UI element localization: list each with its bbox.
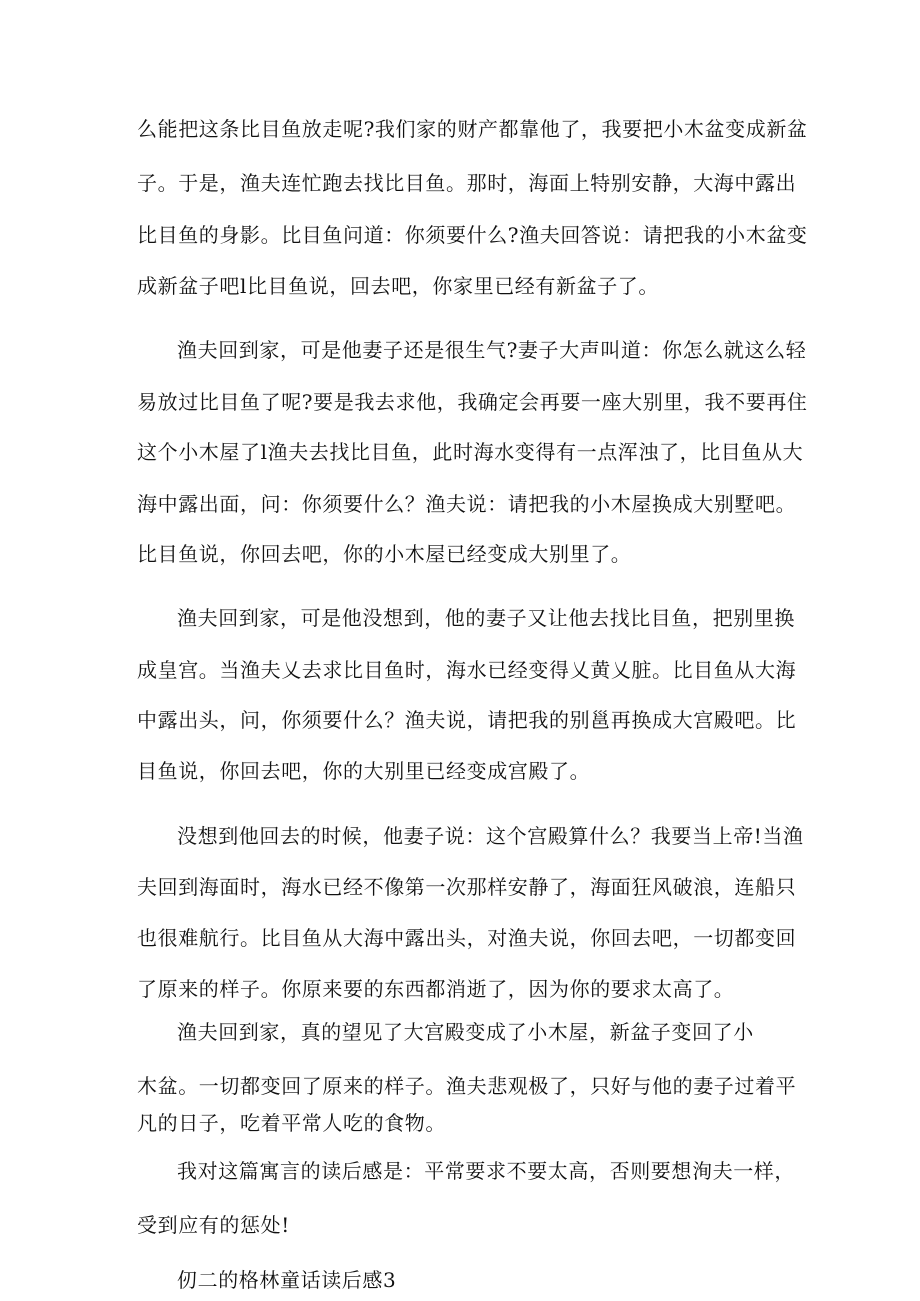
paragraph-first-line: 渔夫回到家，可是他没想到，他的妻子又让他去找比目鱼，把别里换 <box>177 606 795 630</box>
paragraph-first-line: 我对这篇寓言的读后感是：平常要求不要太高，否则要想洵夫一样， <box>177 1159 795 1183</box>
text-line: 目鱼说，你回去吧，你的大别里已经变成宫殿了。 <box>137 759 591 783</box>
text-line: 海中露出面，问：你须要什么？渔夫说：请把我的小木屋换成大别墅吧。 <box>137 492 797 516</box>
text-line: 易放过比目鱼了呢?要是我去求他，我确定会再要一座大别里，我不要再住 <box>137 390 808 414</box>
text-line: 成皇宫。当渔夫乂去求比目鱼时，海水已经变得乂黄乂脏。比目鱼从大海 <box>137 658 797 682</box>
text-line: 成新盆子吧l比目鱼说，回去吧，你家里已经有新盆子了。 <box>137 274 659 298</box>
text-line: 夫回到海面时，海水已经不像第一次那样安静了，海面狂风破浪，连船只 <box>137 875 797 899</box>
text-line: 也很难航行。比目鱼从大海中露出头，对渔夫说，你回去吧，一切都变回 <box>137 926 797 950</box>
paragraph-first-line: 渔夫回到家，真的望见了大宫殿变成了小木屋，新盆子变回了小 <box>177 1020 754 1044</box>
text-line: 么能把这条比目鱼放走呢?我们家的财产都靠他了，我要把小木盆变成新盆 <box>137 117 808 141</box>
text-line: 中露出头，问，你须要什么？渔夫说，请把我的别邕再换成大宫殿吧。比 <box>137 708 797 732</box>
paragraph-first-line: 没想到他回去的时候，他妻子说：这个宫殿算什么？我要当上帝!当渔 <box>177 824 804 848</box>
text-line: 受到应有的惩处! <box>137 1213 290 1237</box>
paragraph-first-line: 渔夫回到家，可是他妻子还是很生气?妻子大声叫道：你怎么就这么轻 <box>177 338 807 362</box>
text-line: 比目鱼说，你回去吧，你的小木屋已经变成大别里了。 <box>137 542 632 566</box>
text-line: 凡的日子，吃着平常人吃的食物。 <box>137 1111 446 1135</box>
text-line: 这个小木屋了l渔夫去找比目鱼，此时海水变得有一点浑浊了，比目鱼从大 <box>137 440 804 464</box>
text-line: 木盆。一切都变回了原来的样子。渔夫悲观极了，只好与他的妻子过着平 <box>137 1074 797 1098</box>
section-heading: 仞二的格林童话读后感3 <box>177 1268 397 1292</box>
text-line: 了原来的样子。你原来要的东西都消逝了，因为你的要求太高了。 <box>137 977 735 1001</box>
text-line: 子。于是，渔夫连忙跑去找比目鱼。那时，海面上特别安静，大海中露出 <box>137 171 797 195</box>
text-line: 比目鱼的身影。比目鱼问道：你须要什么?渔夫回答说：请把我的小木盆变 <box>137 223 808 247</box>
